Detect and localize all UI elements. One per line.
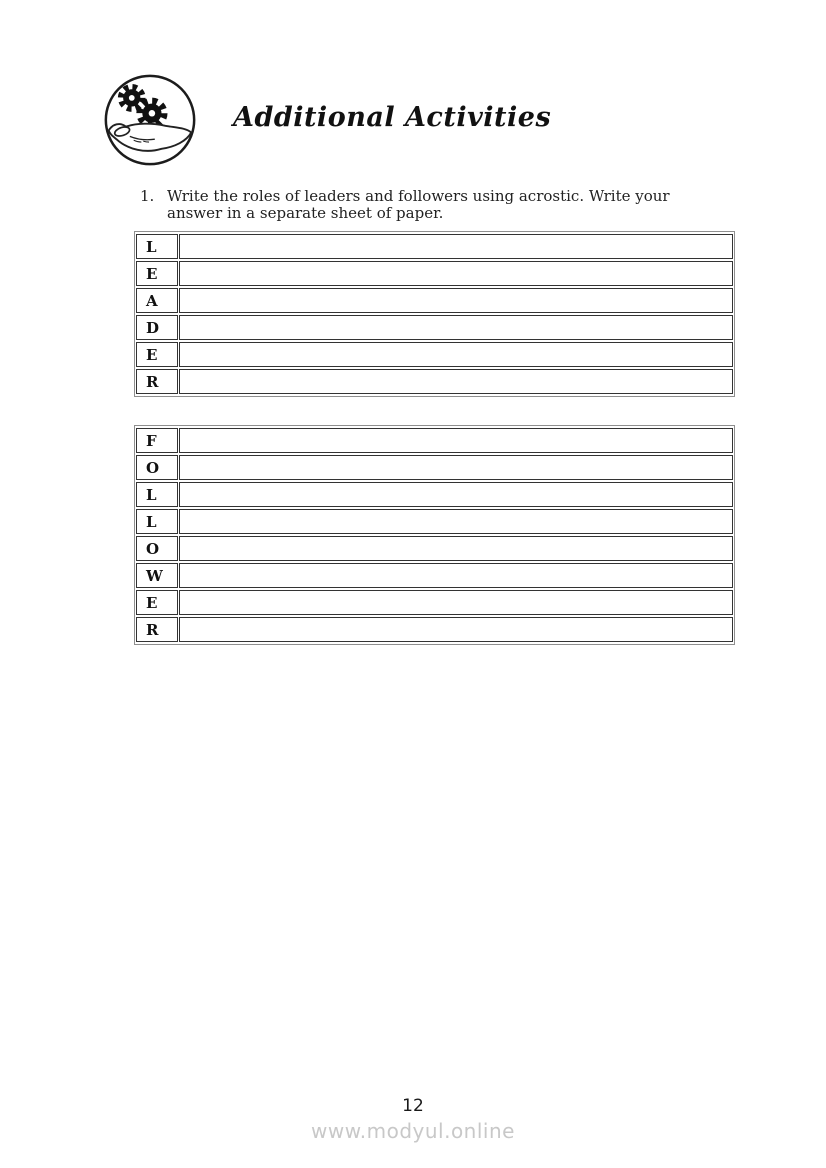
table-row xyxy=(136,455,733,480)
answer-cell xyxy=(179,536,733,561)
instruction-text: Write the roles of leaders and followers using acrostic. Write your answer in a separate sheet of paper. xyxy=(167,187,670,222)
acrostic-letter: R xyxy=(136,369,178,394)
answer-cell xyxy=(179,509,733,534)
table-row xyxy=(136,509,733,534)
answer-cell xyxy=(179,482,733,507)
table-row xyxy=(136,315,733,340)
gear-icon xyxy=(140,101,164,125)
table-row xyxy=(136,482,733,507)
page-title: Additional Activities xyxy=(233,102,552,133)
answer-cell xyxy=(179,563,733,588)
table-row xyxy=(136,261,733,286)
answer-cell xyxy=(179,428,733,453)
table-row xyxy=(136,536,733,561)
answer-cell xyxy=(179,315,733,340)
answer-cell xyxy=(179,261,733,286)
answer-cell xyxy=(179,590,733,615)
hand-holding-gears-icon xyxy=(102,72,198,168)
answer-cell xyxy=(179,617,733,642)
acrostic-letter: R xyxy=(136,617,178,642)
acrostic-letter: O xyxy=(136,536,178,561)
table-row xyxy=(136,617,733,642)
acrostic-letter: F xyxy=(136,428,178,453)
acrostic-letter: A xyxy=(136,288,178,313)
answer-cell xyxy=(179,288,733,313)
table-row xyxy=(136,342,733,367)
hand-icon xyxy=(109,124,192,151)
instruction-number: 1. xyxy=(140,187,155,205)
page-number: 12 xyxy=(402,1096,424,1116)
answer-cell xyxy=(179,234,733,259)
acrostic-letter: W xyxy=(136,563,178,588)
table-row xyxy=(136,369,733,394)
table-row xyxy=(136,563,733,588)
acrostic-letter: E xyxy=(136,261,178,286)
table-row xyxy=(136,234,733,259)
watermark: www.modyul.online xyxy=(311,1119,515,1143)
acrostic-letter: L xyxy=(136,482,178,507)
table-row xyxy=(136,288,733,313)
answer-cell xyxy=(179,342,733,367)
gear-icon xyxy=(121,87,142,108)
acrostic-letter: L xyxy=(136,234,178,259)
acrostic-letter: E xyxy=(136,590,178,615)
leader-acrostic-table xyxy=(134,231,735,397)
answer-cell xyxy=(179,455,733,480)
hand-holding-gears-icon xyxy=(102,72,198,168)
answer-cell xyxy=(179,369,733,394)
acrostic-letter: E xyxy=(136,342,178,367)
table-row xyxy=(136,590,733,615)
acrostic-letter: D xyxy=(136,315,178,340)
acrostic-letter: L xyxy=(136,509,178,534)
follower-acrostic-table xyxy=(134,425,735,645)
table-row xyxy=(136,428,733,453)
instruction xyxy=(140,188,715,222)
acrostic-letter: O xyxy=(136,455,178,480)
